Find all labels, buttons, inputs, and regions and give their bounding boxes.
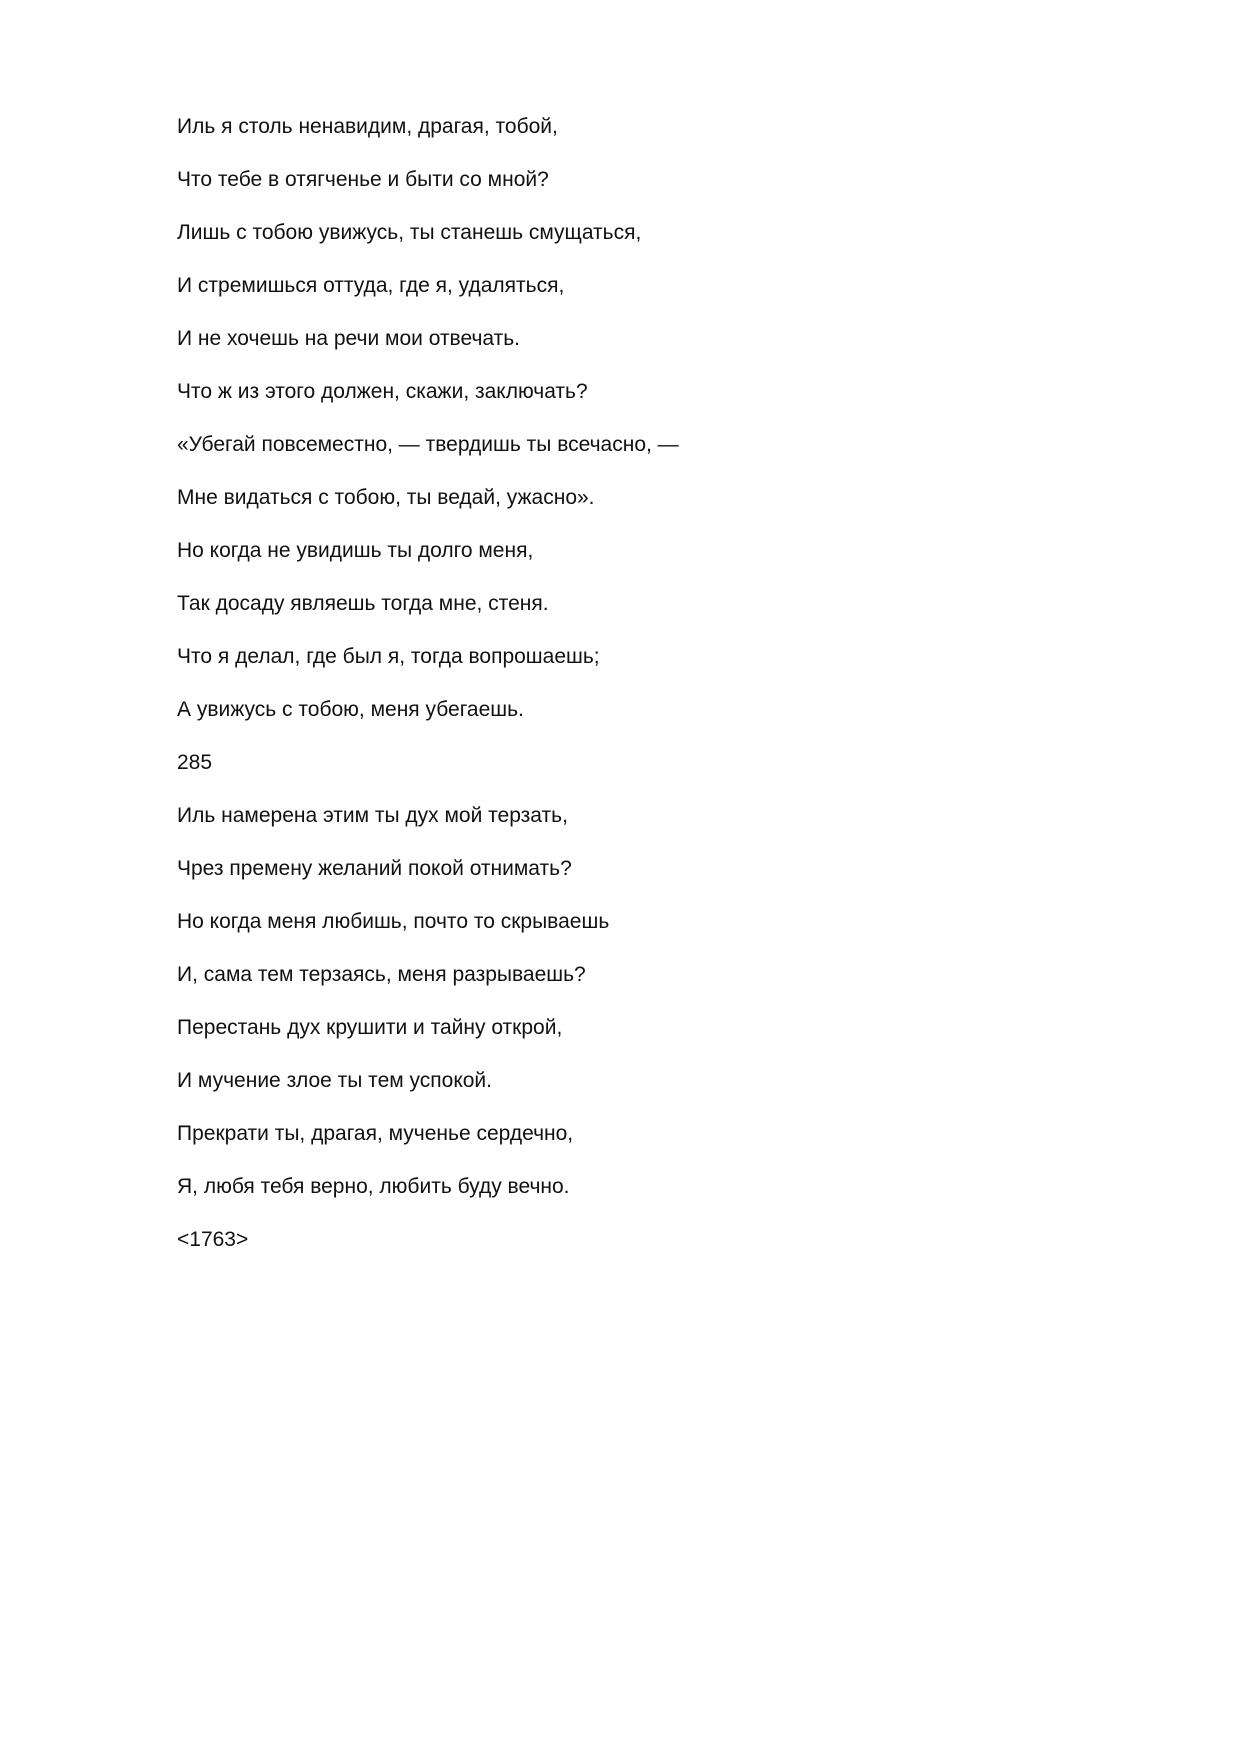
poem-text: [177, 116, 1177, 1282]
poem-line: Прекрати ты, драгая, мученье сердечно,: [177, 1122, 574, 1145]
poem-line: Но когда меня любишь, почто то скрываешь: [177, 910, 610, 933]
poem-date: <1763>: [177, 1228, 249, 1251]
poem-line: Что ж из этого должен, скажи, заключать?: [177, 380, 588, 403]
poem-line: Я, любя тебя верно, любить буду вечно.: [177, 1175, 570, 1198]
poem-line: А увижусь с тобою, меня убегаешь.: [177, 698, 524, 721]
poem-line: Лишь с тобою увижусь, ты станешь смущаться,: [177, 221, 642, 244]
poem-line: И мучение злое ты тем успокой.: [177, 1069, 492, 1092]
page-number: 285: [177, 751, 213, 774]
poem-line: Перестань дух крушити и тайну открой,: [177, 1016, 563, 1039]
poem-line: Что тебе в отягченье и быти со мной?: [177, 168, 549, 191]
poem-line: Мне видаться с тобою, ты ведай, ужасно».: [177, 486, 595, 509]
poem-line: И не хочешь на речи мои отвечать.: [177, 327, 521, 350]
poem-line: Чрез премену желаний покой отнимать?: [177, 857, 572, 880]
poem-line: «Убегай повсеместно, — твердишь ты всечасно, —: [177, 433, 679, 456]
poem-line: Что я делал, где был я, тогда вопрошаешь;: [177, 645, 600, 668]
poem-line: Иль я столь ненавидим, драгая, тобой,: [177, 115, 558, 138]
poem-line: Так досаду являешь тогда мне, стеня.: [177, 592, 549, 615]
poem-line: И, сама тем терзаясь, меня разрываешь?: [177, 963, 586, 986]
poem-line: Иль намерена этим ты дух мой терзать,: [177, 804, 568, 827]
poem-line: И стремишься оттуда, где я, удаляться,: [177, 274, 565, 297]
poem-line: Но когда не увидишь ты долго меня,: [177, 539, 534, 562]
